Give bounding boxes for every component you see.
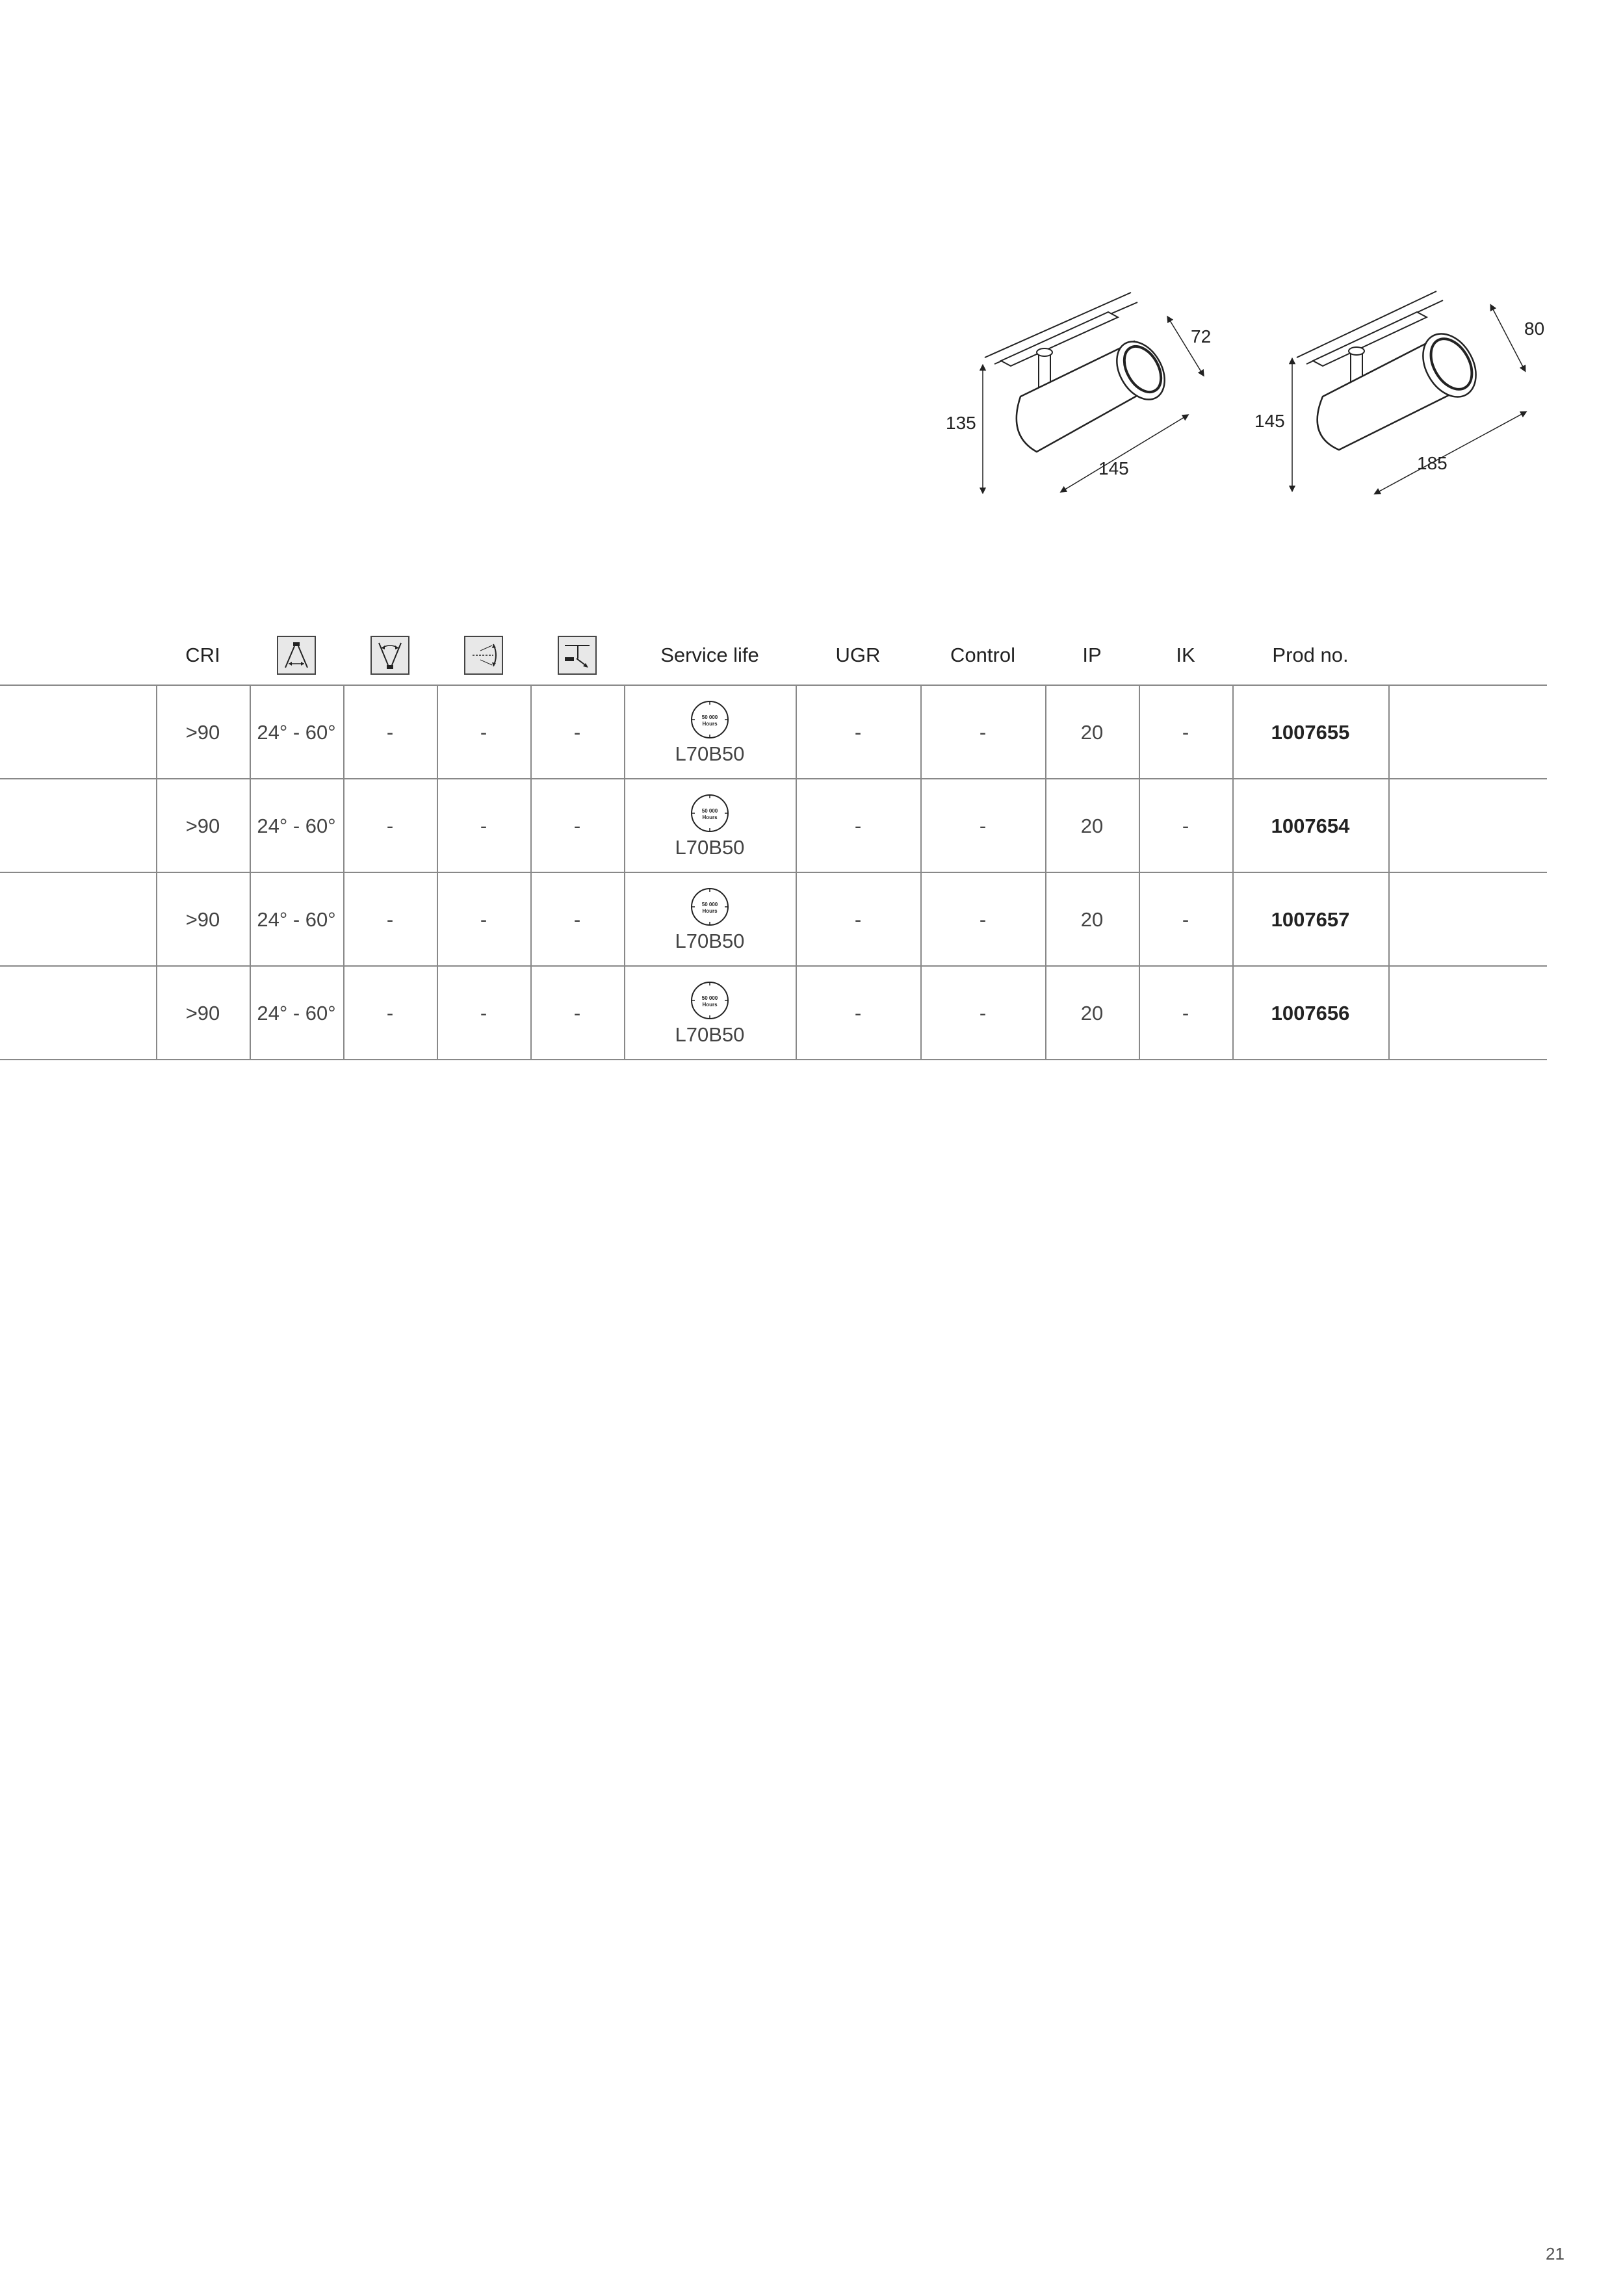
cell-control: -: [979, 815, 987, 837]
service-life-value: L70B50: [675, 742, 745, 765]
cell-service-life: [624, 873, 796, 967]
cell-cri: >90: [185, 1002, 220, 1024]
cell-ik: -: [1182, 721, 1189, 744]
cell-rotate: -: [480, 908, 487, 931]
diameter-label: 80: [1524, 319, 1545, 339]
cell-adjust: -: [573, 908, 581, 931]
spot-small-drawing: [923, 280, 1235, 501]
table-row: [0, 686, 1547, 779]
column-divider: [1388, 779, 1390, 873]
cell-tilt: -: [386, 721, 394, 744]
column-divider: [1388, 686, 1390, 779]
header-control: Control: [950, 643, 1015, 666]
cell-control: -: [979, 1002, 987, 1024]
length-label: 145: [1098, 458, 1129, 478]
length-label: 185: [1417, 453, 1448, 473]
header-ip: IP: [1082, 643, 1102, 666]
cell-service-life: [624, 967, 796, 1060]
table-row: [0, 779, 1547, 873]
service-life-value: L70B50: [675, 930, 745, 952]
cell-beam: 24° - 60°: [257, 1002, 336, 1024]
service-life-clock-icon: [690, 980, 730, 1021]
cell-adjust: -: [573, 815, 581, 837]
adjustment-icon: [558, 636, 597, 675]
cell-ip: 20: [1080, 908, 1104, 931]
spot-large-drawing: [1235, 273, 1547, 494]
cell-tilt: -: [386, 1002, 394, 1024]
clock-hours-unit: Hours: [702, 1002, 718, 1008]
service-life-clock-icon: [690, 793, 730, 833]
clock-hours-unit: Hours: [702, 908, 718, 914]
clock-hours-value: 50 000: [701, 714, 718, 720]
clock-hours-value: 50 000: [701, 902, 718, 907]
header-prod-no: Prod no.: [1272, 643, 1349, 666]
cell-rotate: -: [480, 815, 487, 837]
cell-prod-no: 1007654: [1271, 815, 1350, 837]
cell-ugr: -: [854, 721, 862, 744]
clock-hours-value: 50 000: [701, 995, 718, 1001]
header-ik: IK: [1176, 643, 1195, 666]
height-label: 145: [1254, 411, 1285, 431]
service-life-value: L70B50: [675, 836, 745, 859]
cell-ugr: -: [854, 815, 862, 837]
cell-service-life: [624, 779, 796, 873]
height-label: 135: [946, 413, 976, 433]
diameter-label: 72: [1191, 326, 1212, 346]
cell-cri: >90: [185, 815, 220, 837]
header-cri: CRI: [185, 643, 220, 666]
cell-cri: >90: [185, 908, 220, 931]
cell-rotate: -: [480, 1002, 487, 1024]
clock-hours-unit: Hours: [702, 721, 718, 727]
table-row: [0, 873, 1547, 967]
cell-control: -: [979, 908, 987, 931]
table-header: [0, 624, 1547, 686]
cell-prod-no: 1007655: [1271, 721, 1350, 744]
cell-control: -: [979, 721, 987, 744]
header-service-life: Service life: [660, 643, 759, 666]
cell-rotate: -: [480, 721, 487, 744]
cell-ip: 20: [1080, 815, 1104, 837]
cell-ik: -: [1182, 1002, 1189, 1024]
beam-angle-icon: [277, 636, 316, 675]
cell-prod-no: 1007656: [1271, 1002, 1350, 1024]
page-number: 21: [1546, 2244, 1565, 2263]
cell-beam: 24° - 60°: [257, 908, 336, 931]
column-divider: [1388, 967, 1390, 1060]
cell-ip: 20: [1080, 1002, 1104, 1024]
cell-tilt: -: [386, 908, 394, 931]
cell-ugr: -: [854, 908, 862, 931]
service-life-clock-icon: [690, 887, 730, 927]
cell-prod-no: 1007657: [1271, 908, 1350, 931]
service-life-value: L70B50: [675, 1023, 745, 1046]
table-row: [0, 967, 1547, 1060]
column-divider: [1388, 873, 1390, 967]
cell-ugr: -: [854, 1002, 862, 1024]
cell-ik: -: [1182, 815, 1189, 837]
cell-adjust: -: [573, 1002, 581, 1024]
rotation-icon: [464, 636, 503, 675]
tilt-icon: [370, 636, 409, 675]
cell-cri: >90: [185, 721, 220, 744]
cell-ip: 20: [1080, 721, 1104, 744]
cell-beam: 24° - 60°: [257, 721, 336, 744]
cell-ik: -: [1182, 908, 1189, 931]
clock-hours-value: 50 000: [701, 808, 718, 814]
cell-tilt: -: [386, 815, 394, 837]
clock-hours-unit: Hours: [702, 815, 718, 820]
cell-adjust: -: [573, 721, 581, 744]
cell-service-life: [624, 686, 796, 779]
header-ugr: UGR: [835, 643, 881, 666]
service-life-clock-icon: [690, 699, 730, 740]
row-rule: [0, 1059, 1547, 1060]
cell-beam: 24° - 60°: [257, 815, 336, 837]
